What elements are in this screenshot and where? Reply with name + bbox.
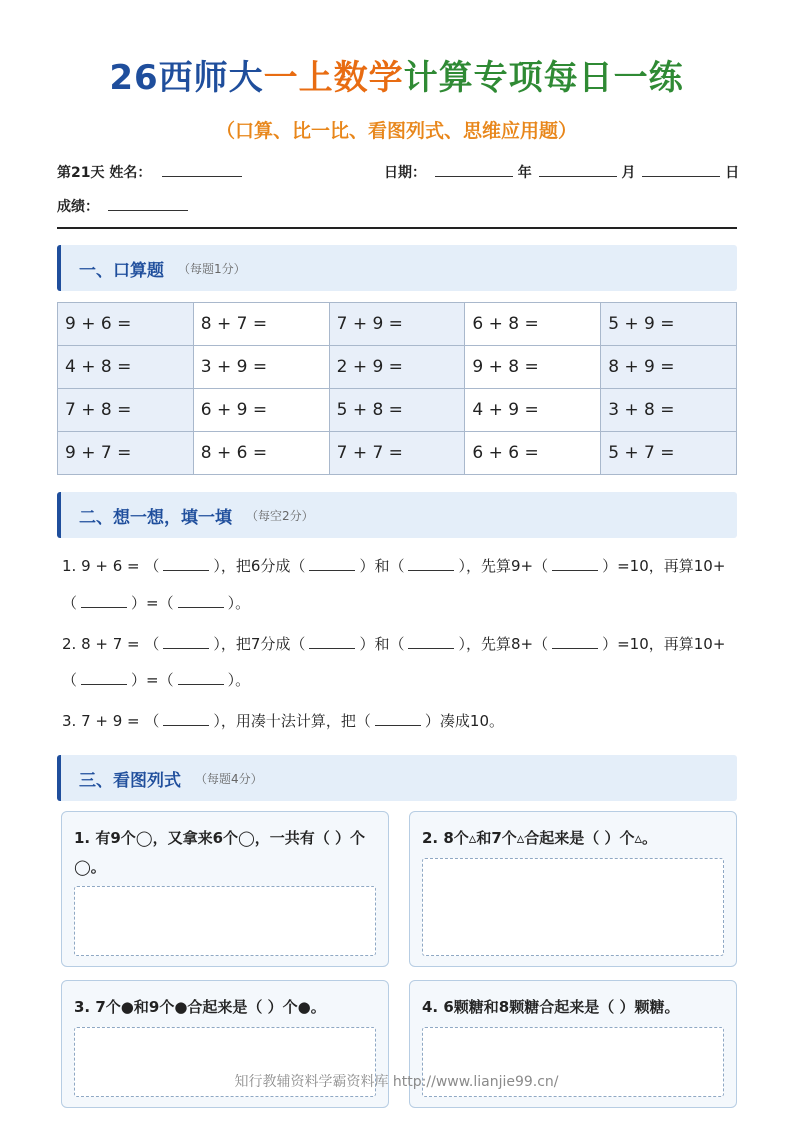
calc-cell[interactable]: 5 + 7 =	[601, 432, 737, 475]
day-name-label: 第21天 姓名：	[57, 165, 152, 181]
calc-cell[interactable]: 8 + 7 =	[193, 303, 329, 346]
calc-cell[interactable]: 7 + 9 =	[329, 303, 465, 346]
q2-text-f: （	[62, 671, 78, 689]
section-2-title: 二、想一想，填一填	[79, 507, 232, 528]
score-row	[57, 196, 188, 216]
answer-blank[interactable]	[81, 594, 127, 608]
q1-text-d: ），先算9+（	[458, 557, 549, 575]
picture-question-3: 3. 7个●和9个●合起来是（ ）个●。	[74, 998, 326, 1016]
title-part-2: 一上数学	[263, 58, 404, 98]
calc-cell[interactable]: 4 + 8 =	[58, 346, 194, 389]
calc-cell[interactable]: 6 + 8 =	[465, 303, 601, 346]
calc-cell[interactable]: 6 + 9 =	[193, 389, 329, 432]
q3-text-c: ）凑成10。	[424, 712, 504, 730]
section-3-note: （每题4分）	[195, 771, 263, 786]
answer-blank[interactable]	[552, 635, 598, 649]
picture-question-card-1	[61, 811, 389, 967]
section-3-title: 三、看图列式	[79, 770, 181, 791]
answer-box[interactable]	[422, 858, 724, 956]
year-field[interactable]	[435, 163, 513, 177]
answer-blank[interactable]	[309, 557, 355, 571]
calc-cell[interactable]: 3 + 9 =	[193, 346, 329, 389]
fill-question-2-line-2	[62, 670, 742, 690]
section-3-header	[57, 755, 737, 801]
section-1-header	[57, 245, 737, 291]
month-field[interactable]	[539, 163, 617, 177]
q1-text-g: ）=（	[131, 594, 174, 612]
calc-cell[interactable]: 7 + 8 =	[58, 389, 194, 432]
q1-text-e: ）=10，再算10+	[602, 557, 726, 575]
answer-blank[interactable]	[375, 712, 421, 726]
q1-text-b: ），把6分成（	[213, 557, 306, 575]
answer-blank[interactable]	[163, 557, 209, 571]
calc-cell[interactable]: 9 + 6 =	[58, 303, 194, 346]
year-label: 年	[517, 165, 532, 181]
score-label: 成绩：	[57, 199, 99, 215]
q2-text-e: ）=10，再算10+	[602, 635, 726, 653]
section-2-header	[57, 492, 737, 538]
answer-box[interactable]	[74, 886, 376, 956]
calc-cell[interactable]: 6 + 6 =	[465, 432, 601, 475]
day-label: 日	[725, 165, 740, 181]
fill-question-1-line-1	[62, 556, 742, 576]
section-1-note: （每题1分）	[178, 261, 246, 276]
q2-text-c: ）和（	[359, 635, 405, 653]
section-1-title: 一、口算题	[79, 260, 164, 281]
name-field[interactable]	[162, 163, 242, 177]
q1-text-c: ）和（	[359, 557, 405, 575]
calc-cell[interactable]: 5 + 8 =	[329, 389, 465, 432]
table-row	[58, 346, 737, 389]
fill-question-2-line-1	[62, 634, 742, 654]
q2-text-g: ）=（	[131, 671, 174, 689]
q1-text-f: （	[62, 594, 78, 612]
calc-cell[interactable]: 9 + 8 =	[465, 346, 601, 389]
picture-question-1: 1. 有9个◯，又拿来6个◯，一共有（ ）个◯。	[74, 829, 366, 876]
answer-blank[interactable]	[408, 557, 454, 571]
calc-cell[interactable]: 2 + 9 =	[329, 346, 465, 389]
picture-question-4: 4. 6颗糖和8颗糖合起来是（ ）颗糖。	[422, 998, 680, 1016]
section-2-note: （每空2分）	[246, 508, 314, 523]
answer-blank[interactable]	[408, 635, 454, 649]
q2-text-b: ），把7分成（	[213, 635, 306, 653]
table-row	[58, 303, 737, 346]
calc-cell[interactable]: 7 + 7 =	[329, 432, 465, 475]
calc-cell[interactable]: 3 + 8 =	[601, 389, 737, 432]
q1-text-h: ）。	[227, 594, 251, 612]
q2-text-d: ），先算8+（	[458, 635, 549, 653]
calc-cell[interactable]: 8 + 9 =	[601, 346, 737, 389]
answer-blank[interactable]	[81, 671, 127, 685]
answer-blank[interactable]	[178, 594, 224, 608]
fill-question-1-line-2	[62, 593, 742, 613]
q3-text-b: ），用凑十法计算，把（	[213, 712, 371, 730]
q2-text-a: 2. 8 + 7 = （	[62, 635, 160, 653]
date-label: 日期：	[384, 165, 426, 181]
name-row	[57, 162, 242, 182]
watermark: 知行教辅资料学霸资料库 http://www.lianjie99.cn/	[234, 1074, 559, 1090]
calc-cell[interactable]: 9 + 7 =	[58, 432, 194, 475]
title-part-1: 26西师大	[109, 58, 264, 98]
oral-calc-table	[57, 302, 737, 475]
title-part-3: 计算专项每日一练	[403, 58, 684, 98]
day-field[interactable]	[642, 163, 720, 177]
page-subtitle: （口算、比一比、看图列式、思维应用题）	[215, 120, 577, 142]
table-row	[58, 389, 737, 432]
answer-blank[interactable]	[309, 635, 355, 649]
answer-blank[interactable]	[163, 635, 209, 649]
calc-cell[interactable]: 5 + 9 =	[601, 303, 737, 346]
date-row	[384, 162, 739, 182]
calc-cell[interactable]: 4 + 9 =	[465, 389, 601, 432]
q2-text-h: ）。	[227, 671, 251, 689]
month-label: 月	[621, 165, 636, 181]
answer-blank[interactable]	[163, 712, 209, 726]
q3-text-a: 3. 7 + 9 = （	[62, 712, 160, 730]
q1-text-a: 1. 9 + 6 = （	[62, 557, 160, 575]
page-title	[0, 56, 793, 100]
answer-blank[interactable]	[552, 557, 598, 571]
picture-question-2: 2. 8个▵和7个▵合起来是（ ）个▵。	[422, 829, 658, 847]
calc-cell[interactable]: 8 + 6 =	[193, 432, 329, 475]
score-field[interactable]	[108, 197, 188, 211]
picture-question-card-2	[409, 811, 737, 967]
fill-question-3	[62, 711, 742, 731]
table-row	[58, 432, 737, 475]
answer-blank[interactable]	[178, 671, 224, 685]
header-divider	[57, 227, 737, 229]
